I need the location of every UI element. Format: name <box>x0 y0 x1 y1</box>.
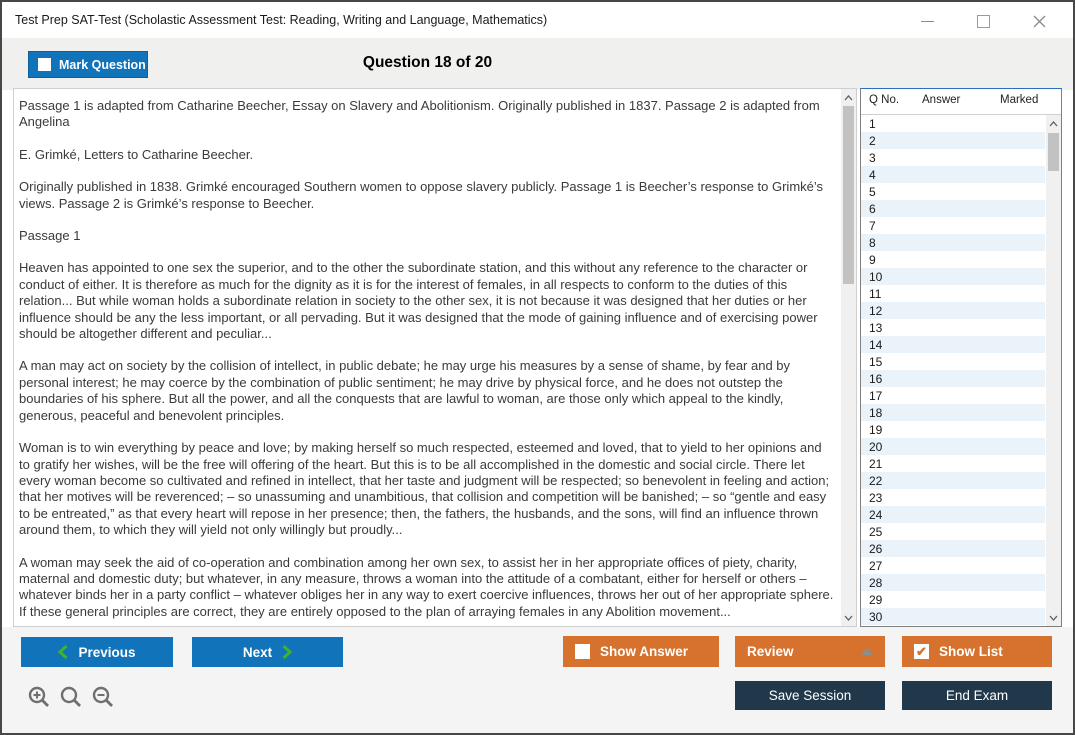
question-list-scrollbar[interactable] <box>1046 115 1061 626</box>
passage-paragraph: A man may act on society by the collision of intellect, in public debate; he may urge his measures by a sense of shame, by fear and by personal interest; he may coerce by the combination of public sentiment; he may drive by physical force, and he does not outstep the boundaries of his sphere. But all the power, and all the conquests that are lawful to woman, are those only which appeal to the kindly, generous, peaceful and benevolent principles. <box>19 358 791 423</box>
end-exam-label: End Exam <box>945 688 1009 703</box>
question-list-scroll-thumb[interactable] <box>1048 133 1059 171</box>
question-number: 3 <box>869 150 876 165</box>
question-list-header <box>861 89 1061 115</box>
previous-label: Previous <box>78 644 136 660</box>
show-answer-checkbox[interactable] <box>575 644 590 659</box>
question-row[interactable] <box>861 591 1045 608</box>
header-strip <box>2 38 1073 90</box>
show-list-label: Show List <box>939 644 1003 659</box>
question-row[interactable] <box>861 319 1045 336</box>
passage-paragraph: E. Grimké, Letters to Catharine Beecher. <box>19 146 254 162</box>
question-number: 8 <box>869 235 876 250</box>
question-row[interactable] <box>861 115 1045 132</box>
passage-paragraph: Heaven has appointed to one sex the superior, and to the other the subordinate station, and this without any reference to the character or conduct of either. It is therefore as much for the dignity as it is for the interest of females, in all respects to conform to the duties of this relation... But while woman holds a subordinate relation in society to the other sex, it is not because it was designed that her duties or her influence should be any the less important, or all pervading. But it was designed that the mode of gaining influence and of exercising power should be altogether different and peculiar... <box>19 260 818 342</box>
question-counter: Question 18 of 20 <box>362 54 493 71</box>
close-icon <box>1033 15 1046 28</box>
question-number: 25 <box>869 524 883 539</box>
question-row[interactable] <box>861 438 1045 455</box>
question-number: 19 <box>869 422 883 437</box>
question-row[interactable] <box>861 200 1045 217</box>
show-answer-button[interactable] <box>563 636 719 667</box>
close-button[interactable] <box>1023 8 1055 34</box>
question-number: 11 <box>869 286 882 301</box>
title-bar <box>2 2 1073 38</box>
question-list-body <box>861 115 1045 626</box>
passage-panel <box>13 88 857 627</box>
question-number: 22 <box>869 473 883 488</box>
footer-bar <box>2 627 1073 735</box>
question-row[interactable] <box>861 506 1045 523</box>
question-row[interactable] <box>861 353 1045 370</box>
show-answer-label: Show Answer <box>600 644 689 659</box>
question-number: 12 <box>869 303 883 318</box>
passage-text <box>14 89 840 626</box>
question-row[interactable] <box>861 149 1045 166</box>
review-dropdown[interactable] <box>735 636 885 667</box>
question-row[interactable] <box>861 557 1045 574</box>
passage-scroll-thumb[interactable] <box>843 106 854 284</box>
column-header-answer[interactable]: Answer <box>922 94 961 106</box>
end-exam-button[interactable] <box>902 681 1052 710</box>
window-controls <box>911 8 1055 34</box>
zoom-toolbar <box>27 685 115 709</box>
check-icon: ✔ <box>916 644 927 659</box>
question-row[interactable] <box>861 472 1045 489</box>
maximize-icon <box>977 15 990 28</box>
next-button[interactable] <box>192 637 343 667</box>
question-row[interactable] <box>861 370 1045 387</box>
question-number: 4 <box>869 167 876 182</box>
question-row[interactable] <box>861 251 1045 268</box>
question-number: 28 <box>869 575 883 590</box>
show-list-checkbox[interactable] <box>914 644 929 659</box>
question-row[interactable] <box>861 302 1045 319</box>
question-row[interactable] <box>861 489 1045 506</box>
chevron-right-icon <box>282 645 292 659</box>
zoom-in-icon[interactable] <box>27 685 51 709</box>
maximize-button[interactable] <box>967 8 999 34</box>
column-header-marked[interactable]: Marked <box>1000 94 1039 106</box>
question-number: 23 <box>869 490 883 505</box>
caret-up-icon <box>861 648 873 655</box>
passage-paragraph: Passage 1 is adapted from Catharine Beecher, Essay on Slavery and Abolitionism. Originally published in 1837. Passage 2 is adapted from Angelina <box>19 98 820 130</box>
question-row[interactable] <box>861 608 1045 625</box>
question-number: 20 <box>869 439 883 454</box>
scroll-down-icon[interactable] <box>1046 610 1061 625</box>
question-row[interactable] <box>861 421 1045 438</box>
previous-button[interactable] <box>21 637 173 667</box>
question-number: 1 <box>869 116 876 131</box>
passage-paragraph: Woman is to win everything by peace and love; by making herself so much respected, esteemed and loved, that to yield to her opinions and to gratify her wishes, will be the free will offering of the heart. But this is to be all accomplished in the domestic and social circle. There let every woman become so cultivated and refined in intellect, that her taste and judgment will be respected; so benevolent in feeling and action; that her motives will be reverenced; – so unassuming and unambitious, that collision and competition will be banished; – so “gentle and easy to be entreated,” as that every heart will repose in her presence; then, the fathers, the husbands, and the sons, will find an influence thrown around them, to which they will yield not only willingly but proudly... <box>19 440 830 538</box>
scroll-up-icon[interactable] <box>1046 116 1061 131</box>
next-label: Next <box>242 644 273 660</box>
review-label: Review <box>747 644 794 659</box>
question-row[interactable] <box>861 455 1045 472</box>
chevron-left-icon <box>58 645 68 659</box>
window-title: Test Prep SAT-Test (Scholastic Assessment Test: Reading, Writing and Language, Mathematics) <box>15 13 548 27</box>
question-row[interactable] <box>861 268 1045 285</box>
question-number: 5 <box>869 184 876 199</box>
question-number: 18 <box>869 405 883 420</box>
question-number: 9 <box>869 252 876 267</box>
question-row[interactable] <box>861 166 1045 183</box>
question-number: 14 <box>869 337 883 352</box>
question-number: 30 <box>869 609 883 624</box>
question-number: 29 <box>869 592 883 607</box>
passage-scrollbar[interactable] <box>841 89 856 626</box>
question-row[interactable] <box>861 387 1045 404</box>
minimize-button[interactable] <box>911 8 943 34</box>
question-number: 10 <box>869 269 883 284</box>
scroll-up-icon[interactable] <box>841 90 856 105</box>
question-row[interactable] <box>861 234 1045 251</box>
question-number: 24 <box>869 507 883 522</box>
question-row[interactable] <box>861 183 1045 200</box>
question-row[interactable] <box>861 336 1045 353</box>
question-row[interactable] <box>861 540 1045 557</box>
question-number: 27 <box>869 558 883 573</box>
question-number: 6 <box>869 201 876 216</box>
question-row[interactable] <box>861 404 1045 421</box>
question-number: 2 <box>869 133 876 148</box>
zoom-reset-icon[interactable] <box>59 685 83 709</box>
question-row[interactable] <box>861 285 1045 302</box>
question-number: 15 <box>869 354 883 369</box>
question-row[interactable] <box>861 574 1045 591</box>
column-header-qno[interactable]: Q No. <box>869 94 900 106</box>
question-list-panel <box>860 88 1062 627</box>
question-row[interactable] <box>861 523 1045 540</box>
zoom-out-icon[interactable] <box>91 685 115 709</box>
question-number: 26 <box>869 541 883 556</box>
mark-question-label: Mark Question <box>59 57 146 72</box>
question-number: 13 <box>869 320 883 335</box>
question-row[interactable] <box>861 217 1045 234</box>
scroll-down-icon[interactable] <box>841 610 856 625</box>
passage-paragraph: Passage 1 <box>19 228 81 244</box>
question-number: 16 <box>869 371 883 386</box>
question-number: 7 <box>869 218 876 233</box>
question-number: 17 <box>869 388 883 403</box>
question-number: 21 <box>869 456 883 471</box>
passage-paragraph: A woman may seek the aid of co-operation and combination among her own sex, to assist her in her appropriate offices of piety, charity, maternal and domestic duty; but whatever, in any measure, throws a woman into the attitude of a combatant, either for herself or others – whatever binds her in a party conflict – whatever obliges her in any way to exert coercive influences, throws her out of her appropriate sphere. If these general principles are correct, they are entirely opposed to the plan of arraying females in any Abolition movement... <box>19 554 834 619</box>
save-session-button[interactable] <box>735 681 885 710</box>
minimize-icon <box>921 21 934 22</box>
question-row[interactable] <box>861 132 1045 149</box>
save-session-label: Save Session <box>768 688 852 703</box>
passage-paragraph: Originally published in 1838. Grimké encouraged Southern women to oppose slavery publicly. Passage 1 is Beecher’s response to Grimké’s views. Passage 2 is Grimké’s response to Beecher. <box>19 179 824 211</box>
show-list-button[interactable] <box>902 636 1052 667</box>
